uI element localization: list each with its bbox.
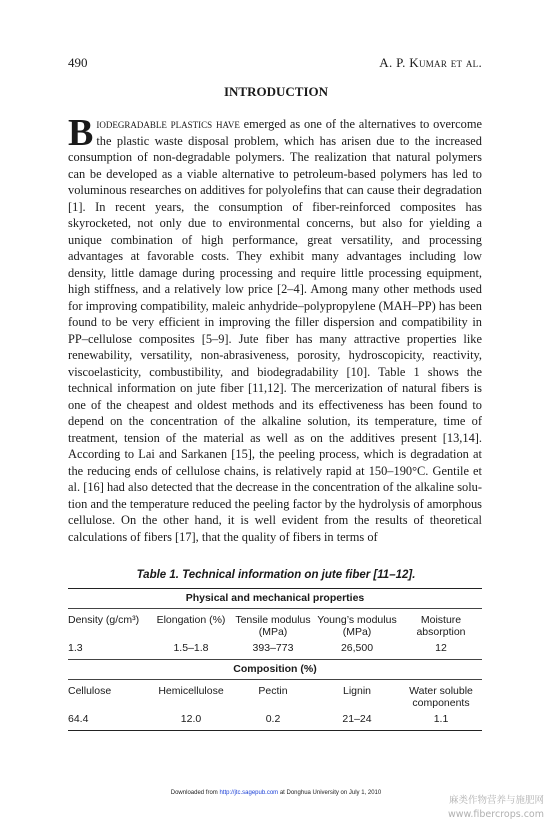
footer-link[interactable]: http://jtc.sagepub.com (219, 790, 279, 796)
column-header: Elongation (%) (156, 614, 226, 626)
footer-suffix: at Donghua University on July 1, 2010 (278, 790, 382, 796)
drop-cap: B (68, 112, 94, 154)
table-cell: 1.3 (68, 642, 83, 654)
table-cell: 1.1 (433, 713, 449, 725)
column-header: Density (g/cm³) (68, 614, 140, 626)
body-paragraph (68, 112, 482, 545)
table-cell: 393–773 (252, 642, 294, 654)
physical-properties-table (68, 609, 482, 659)
footer-prefix: Downloaded from (170, 790, 220, 796)
column-header: Young’s modulus (MPa) (317, 614, 397, 638)
column-header: Moisture absorption (416, 614, 466, 638)
table-cell: 26,500 (340, 642, 374, 654)
group-title-physical: Physical and mechanical properties (185, 592, 365, 604)
column-header: Water soluble components (409, 685, 473, 709)
jute-fiber-table (68, 588, 482, 731)
watermark-line-1: 麻类作物营养与施肥网 (448, 795, 544, 806)
table-bottom-rule (68, 730, 482, 731)
table-cell: 64.4 (68, 713, 89, 725)
table-header-row (68, 680, 482, 711)
table-caption: Table 1. Technical information on jute fiber [11–12]. (136, 569, 416, 581)
site-watermark (448, 794, 544, 822)
column-header: Tensile modulus (MPa) (235, 614, 311, 638)
column-header: Pectin (258, 685, 288, 697)
table-cell: 12 (435, 642, 447, 654)
composition-table (68, 680, 482, 730)
group-title-composition: Composition (%) (233, 663, 317, 675)
running-header-author: A. P. Kumar et al. (379, 55, 482, 70)
table-row (68, 640, 482, 659)
table-header-row (68, 609, 482, 640)
page-number: 490 (68, 55, 88, 70)
table-cell: 1.5–1.8 (173, 642, 209, 654)
watermark-line-2: www.fibercrops.com (447, 809, 544, 820)
column-header: Lignin (342, 685, 372, 697)
table-cell: 21–24 (342, 713, 372, 725)
table-cell: 0.2 (265, 713, 281, 725)
column-header: Cellulose (68, 685, 112, 697)
paragraph-text: emerged as one of the alternatives to overcome the plastic waste disposal problem, which has arisen due to the increased consumption of non-degradable polymers. The realization that natural polymers can be developed as a viable alternative to petroleum-based polymers has led to voluminous researches on additives for polyolefins that can cause their degradation [1]. In recent years, the consumption of fiber-reinforced composites has skyrocketed, not only due to environmental concerns, but also for yielding a unique combination of high performance, great versatility, and processing advantages at favorable costs. They exhibit many advantages including low density, little damage during processing and require little processing equipment, high stiffness, and a relatively low price [2–4]. Among many other methods used for improving compatibility, maleic anhydride–polypropylene (MAH–PP) has been found to be very efficient in improving the filler dispersion and compatibility in PP–cellulose composites [5–9]. Jute fiber has many attractive properties like renewability, versatility, non-abrasiveness, porosity, hydroscopicity, reactivity, viscoelasticity, combustibility, and biodegradability [10]. Table 1 shows the technical information on jute fiber [11,12]. The mercerization of natural fibers is one of the cheapest and oldest methods and its effectiveness has been found to depend on the concentration of the alkaline solution, its temperature, time of treatment, tension of the material as well as on the additives present [13,14]. According to Lai and Sarkanen [15], the peeling process, which is degradation at the reducing ends of cellulose chains, is relatively rapid at 150–190°C. Gentile et al. [16] had also detected that the decrease in the concentration of the alkaline solution and the temperature reduced the peeling factor by the hydrolysis of amorphous cellulose. On the other hand, it is well evident from the results of theoretical calculations of fibers [17], that the quality of fibers in terms of (68, 117, 482, 544)
table-row (68, 711, 482, 730)
paragraph (68, 112, 482, 545)
lead-in-text: iodegradable plastics have (96, 117, 240, 131)
section-title: INTRODUCTION (223, 84, 328, 99)
table-cell: 12.0 (180, 713, 202, 725)
column-header: Hemicellulose (158, 685, 224, 697)
